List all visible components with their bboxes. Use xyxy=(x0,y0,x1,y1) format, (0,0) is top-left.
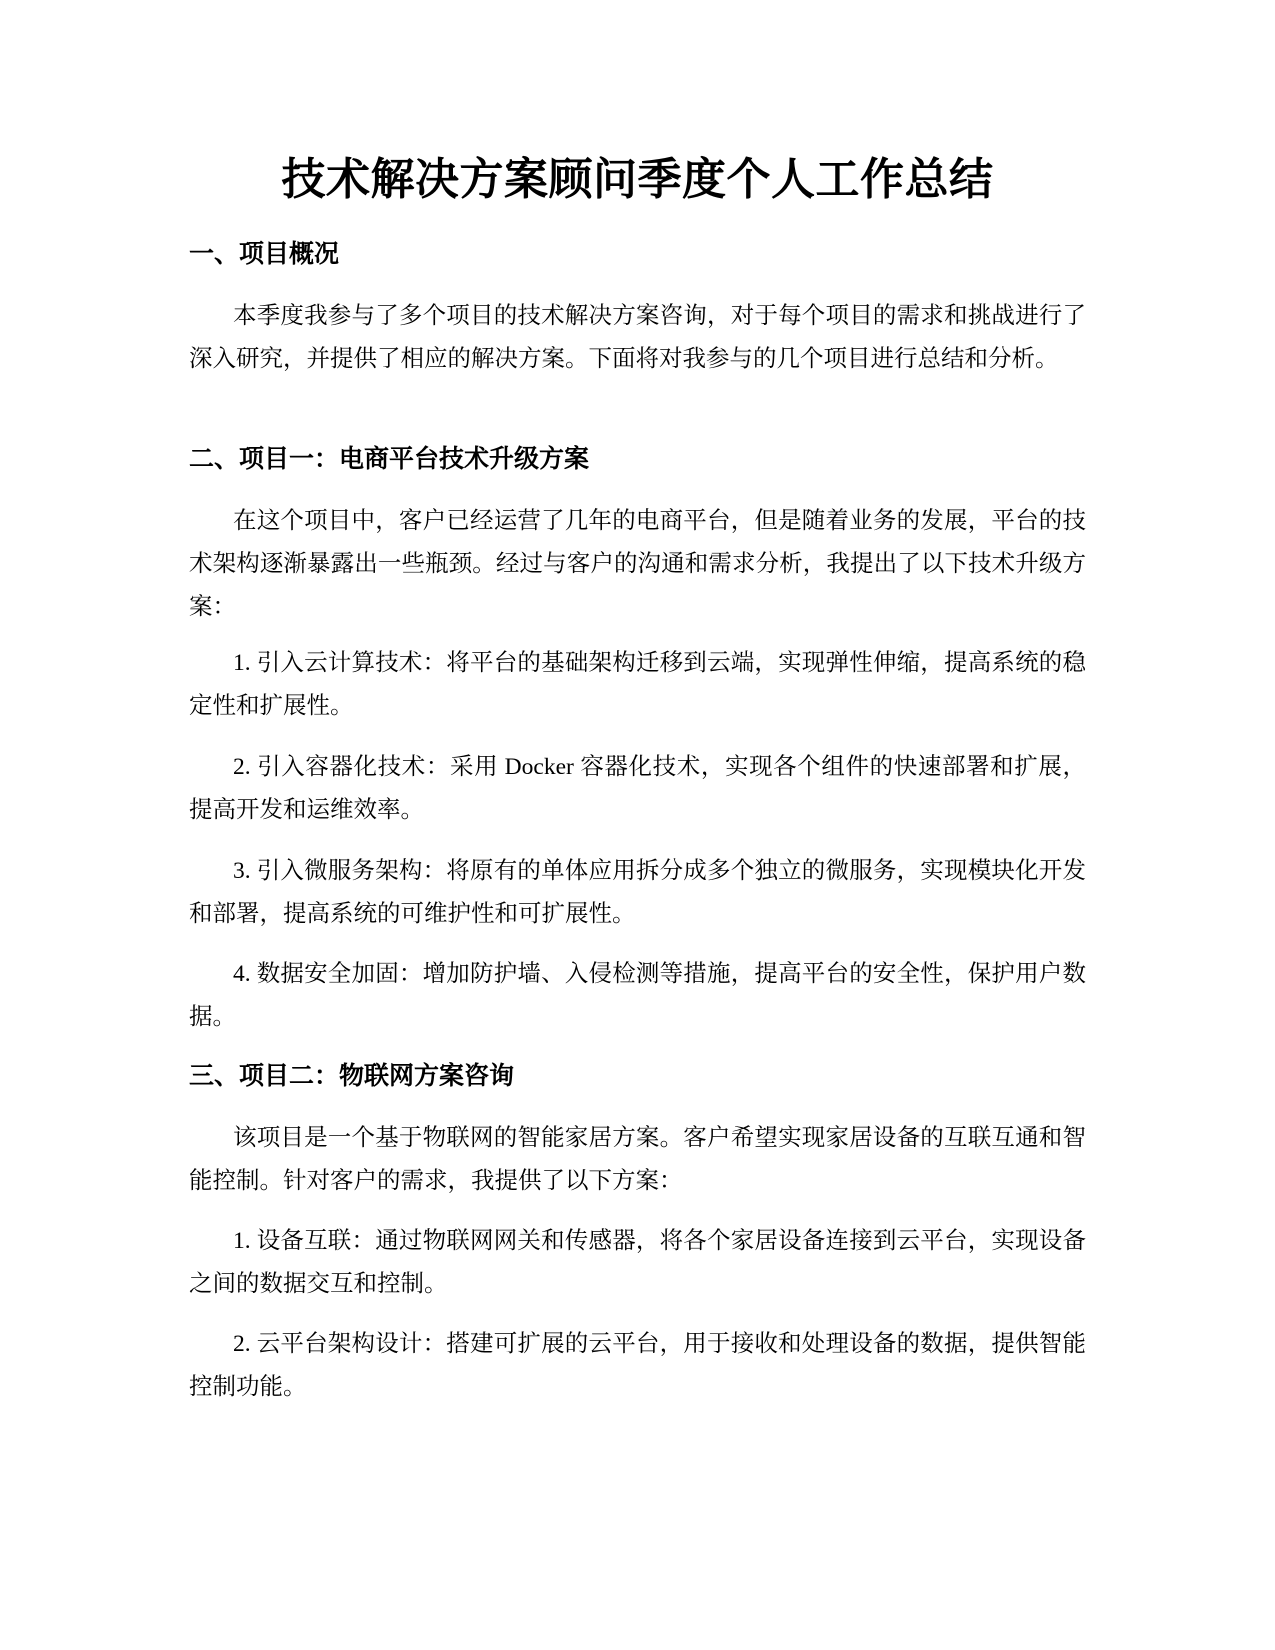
document-title: 技术解决方案顾问季度个人工作总结 xyxy=(281,154,994,205)
list-item: 1. 设备互联：通过物联网网关和传感器，将各个家居设备连接到云平台，实现设备之间的数据交互和控制。 xyxy=(189,1228,1086,1297)
list-item: 2. 引入容器化技术：采用 Docker 容器化技术，实现各个组件的快速部署和扩展，提高开发和运维效率。 xyxy=(189,754,1086,823)
paragraph: 该项目是一个基于物联网的智能家居方案。客户希望实现家居设备的互联互通和智能控制。针对客户的需求，我提供了以下方案： xyxy=(189,1125,1086,1194)
paragraph: 在这个项目中，客户已经运营了几年的电商平台，但是随着业务的发展，平台的技术架构逐渐暴露出一些瓶颈。经过与客户的沟通和需求分析，我提出了以下技术升级方案： xyxy=(189,508,1086,620)
section-heading-overview: 一、项目概况 xyxy=(189,239,340,268)
section-heading-project-two: 三、项目二：物联网方案咨询 xyxy=(189,1061,515,1090)
list-item: 1. 引入云计算技术：将平台的基础架构迁移到云端，实现弹性伸缩，提高系统的稳定性和扩展性。 xyxy=(189,650,1086,719)
paragraph: 本季度我参与了多个项目的技术解决方案咨询，对于每个项目的需求和挑战进行了深入研究，并提供了相应的解决方案。下面将对我参与的几个项目进行总结和分析。 xyxy=(189,303,1086,372)
section-heading-project-one: 二、项目一：电商平台技术升级方案 xyxy=(189,444,590,473)
list-item: 4. 数据安全加固：增加防护墙、入侵检测等措施，提高平台的安全性，保护用户数据。 xyxy=(189,961,1086,1030)
list-item: 3. 引入微服务架构：将原有的单体应用拆分成多个独立的微服务，实现模块化开发和部署，提高系统的可维护性和可扩展性。 xyxy=(189,858,1086,927)
list-item: 2. 云平台架构设计：搭建可扩展的云平台，用于接收和处理设备的数据，提供智能控制功能。 xyxy=(189,1331,1086,1400)
